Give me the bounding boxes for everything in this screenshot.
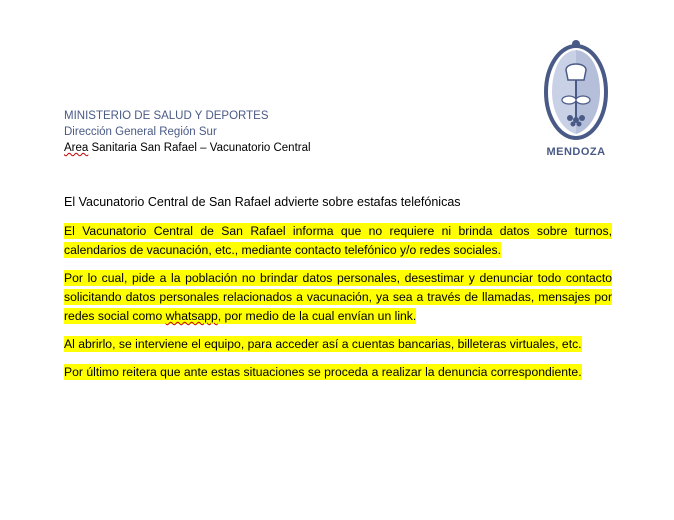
area-word: Area <box>64 142 89 154</box>
mendoza-logo <box>536 36 616 162</box>
paragraph-2-text <box>64 270 612 324</box>
paragraph-2-start: Por lo cual, pide a la población no brindar datos personales, desestimar y denunciar todo contacto solicitando datos personales relacionados a vacunación, ya sea a través de llamadas, mensajes por redes social como <box>64 271 612 323</box>
paragraph-2-end: , por medio de la cual envían un link. <box>217 309 417 323</box>
paragraph-4 <box>64 363 612 382</box>
whatsapp-word: whatsapp <box>165 309 218 323</box>
paragraph-4-text: Por último reitera que ante estas situaciones se proceda a realizar la denuncia correspondiente. <box>64 365 582 379</box>
paragraph-2 <box>64 269 612 326</box>
letterhead <box>64 108 311 156</box>
document-title: El Vacunatorio Central de San Rafael advierte sobre estafas telefónicas <box>64 195 461 209</box>
area-name <box>64 140 311 156</box>
ministry-name: MINISTERIO DE SALUD Y DEPORTES <box>64 110 269 122</box>
paragraph-1-text: El Vacunatorio Central de San Rafael informa que no requiere ni brinda datos sobre turnos, calendarios de vacunación, etc., mediante contacto telefónico y/o redes sociales. <box>64 224 612 257</box>
area-rest: Sanitaria San Rafael – Vacunatorio Central <box>88 142 311 154</box>
paragraph-3-text: Al abrirlo, se interviene el equipo, para acceder así a cuentas bancarias, billeteras virtuales, etc. <box>64 337 582 351</box>
direction-name: Dirección General Región Sur <box>64 126 217 138</box>
paragraph-1 <box>64 222 612 260</box>
logo-caption: MENDOZA <box>546 146 606 158</box>
document-body <box>64 222 612 391</box>
mendoza-emblem-icon <box>536 36 616 144</box>
paragraph-3 <box>64 335 612 354</box>
